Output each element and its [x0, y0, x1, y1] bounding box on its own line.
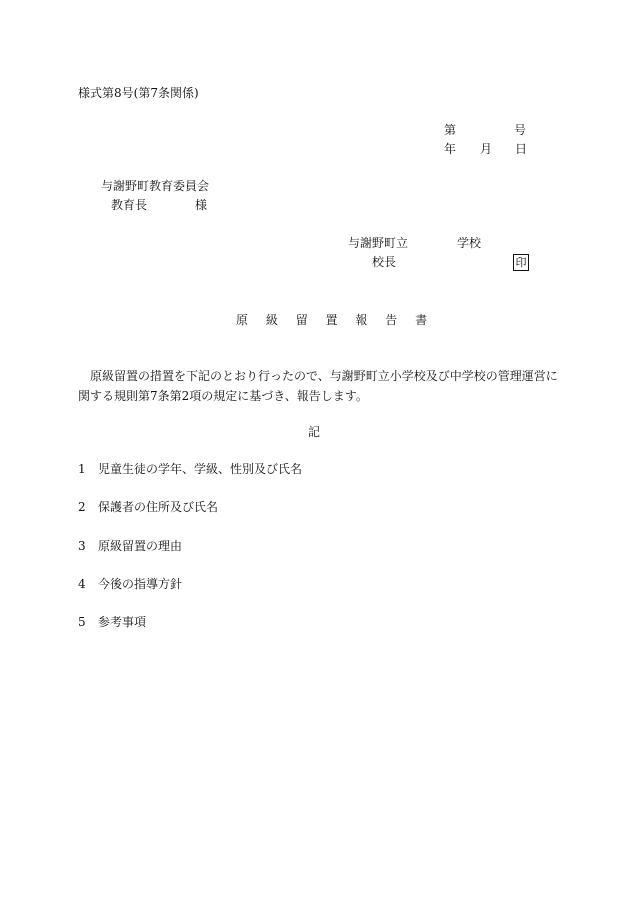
list-item: [78, 614, 146, 630]
addressee-org: 与謝野町教育委員会: [101, 179, 210, 193]
sender-role: 校長: [372, 255, 397, 269]
title-char: 留: [295, 313, 308, 327]
addressee-honorific: 様: [195, 198, 208, 212]
title-char: 置: [325, 313, 338, 327]
list-item: [78, 538, 182, 554]
title-char: 書: [415, 313, 428, 327]
sender-school-suffix: 学校: [457, 236, 482, 250]
item-number: 4: [78, 577, 86, 591]
body-paragraph: 原級留置の措置を下記のとおり行ったので、与謝野町立小学校及び中学校の管理運営に関する規則第7条第2項の規定に基づき、報告します。: [78, 369, 558, 403]
item-text: 参考事項: [98, 615, 147, 629]
sender-school-prefix: 与謝野町立: [348, 236, 409, 250]
doc-number-prefix: 第: [444, 123, 457, 137]
list-item: [78, 499, 218, 515]
addressee-title: 教育長: [111, 198, 148, 212]
title-char: 報: [355, 313, 368, 327]
item-number: 1: [78, 462, 86, 476]
document-title: [236, 312, 441, 328]
form-label: 様式第8号(第7条関係): [78, 86, 199, 100]
title-char: 級: [265, 313, 278, 327]
item-text: 児童生徒の学年、学級、性別及び氏名: [98, 462, 303, 476]
item-text: 保護者の住所及び氏名: [98, 500, 219, 514]
seal-icon: 印: [513, 254, 529, 271]
title-char: 告: [385, 313, 398, 327]
item-text: 今後の指導方針: [98, 577, 183, 591]
item-number: 2: [78, 500, 86, 514]
list-item: [78, 461, 302, 477]
list-item: [78, 576, 182, 592]
item-number: 5: [78, 615, 86, 629]
doc-number-suffix: 号: [514, 123, 527, 137]
item-text: 原級留置の理由: [98, 539, 183, 553]
date-day: 日: [515, 142, 528, 156]
seal-mark: [513, 254, 529, 271]
date-month: 月: [480, 142, 493, 156]
title-char: 原: [236, 313, 249, 327]
date-year: 年: [444, 142, 457, 156]
item-number: 3: [78, 539, 86, 553]
ki-heading: 記: [308, 425, 321, 439]
